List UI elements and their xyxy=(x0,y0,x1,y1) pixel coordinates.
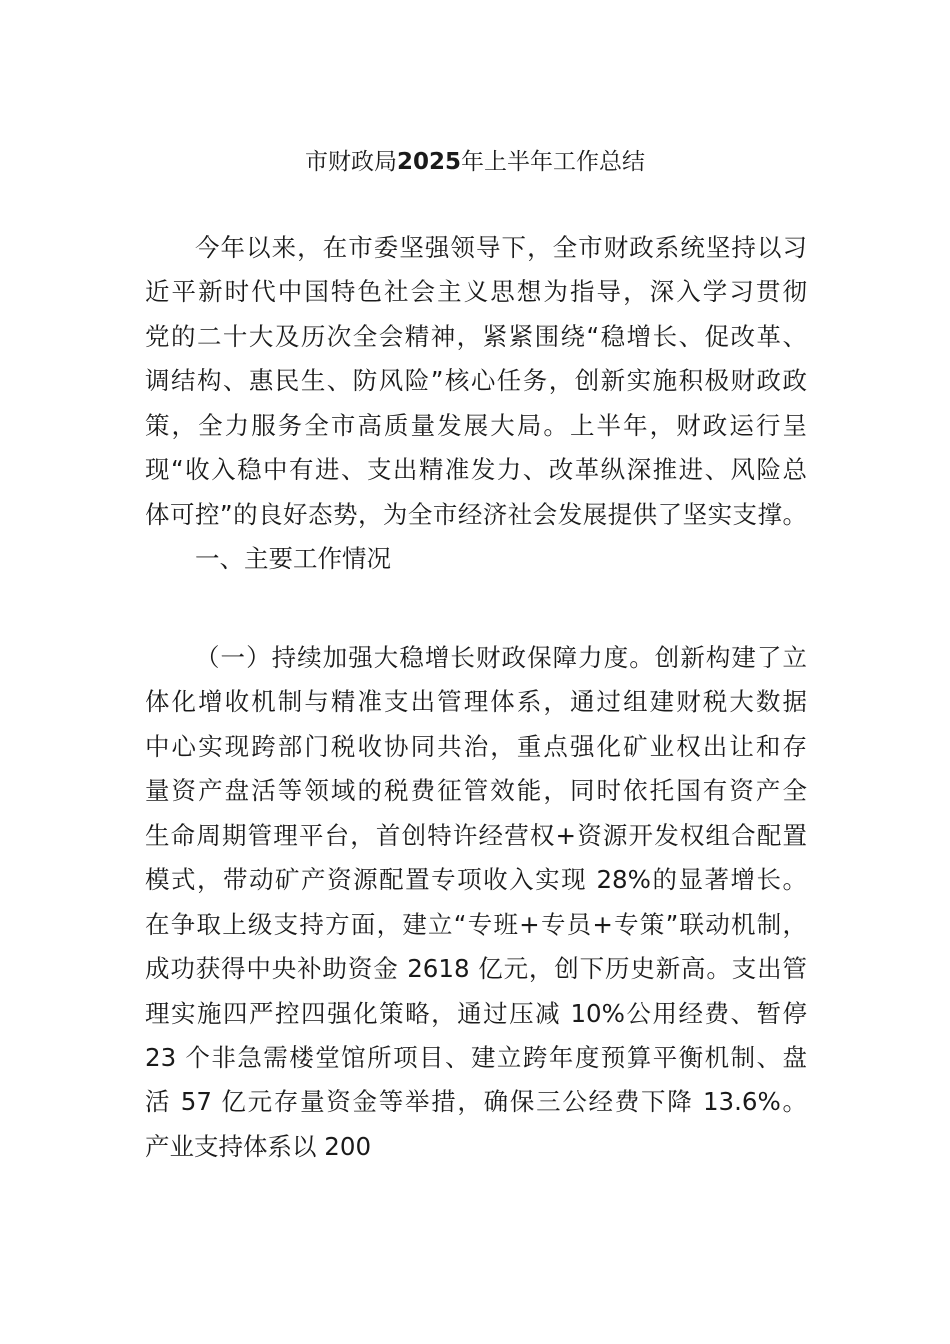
title-suffix: 年上半年工作总结 xyxy=(461,149,645,175)
text-line: 产业支持体系以 200 xyxy=(145,1131,372,1161)
text-line: 体可控”的良好态势，为全市经济社会发展提供了坚实支撑。 xyxy=(145,499,807,529)
text-line: 活 57 亿元存量资金等举措，确保三公经费下降 13.6%。 xyxy=(145,1087,807,1117)
text-line: 近平新时代中国特色社会主义思想为指导，深入学习贯彻 xyxy=(145,277,807,307)
title-prefix: 市财政局 xyxy=(304,149,397,175)
text-line: 体化增收机制与精准支出管理体系，通过组建财税大数据 xyxy=(145,687,807,717)
text-line: 调结构、惠民生、防风险”核心任务，创新实施积极财政政 xyxy=(145,366,807,396)
text-line: 23 个非急需楼堂馆所项目、建立跨年度预算平衡机制、盘 xyxy=(145,1042,807,1072)
text-line: 生命周期管理平台，首创特许经营权+资源开发权组合配置 xyxy=(145,820,807,850)
text-line: 今年以来，在市委坚强领导下，全市财政系统坚持以习 xyxy=(195,233,807,262)
text-line: 中心实现跨部门税收协同共治，重点强化矿业权出让和存 xyxy=(145,731,807,761)
section-heading: 一、主要工作情况 xyxy=(195,544,391,574)
text-line: 模式，带动矿产资源配置专项收入实现 28%的显著增长。 xyxy=(145,865,807,895)
text-line: 党的二十大及历次全会精神，紧紧围绕“稳增长、促改革、 xyxy=(145,321,807,351)
text-line: 理实施四严控四强化策略，通过压减 10%公用经费、暂停 xyxy=(145,998,807,1028)
document-title xyxy=(0,146,950,178)
paragraph-intro xyxy=(145,226,807,582)
text-line: 策，全力服务全市高质量发展大局。上半年，财政运行呈 xyxy=(145,410,807,440)
text-line: 在争取上级支持方面，建立“专班+专员+专策”联动机制， xyxy=(145,909,807,939)
title-year: 2025 xyxy=(396,149,461,175)
text-line: 量资产盘活等领域的税费征管效能，同时依托国有资产全 xyxy=(145,776,807,806)
text-line: 成功获得中央补助资金 2618 亿元，创下历史新高。支出管 xyxy=(145,954,807,984)
text-line: 现“收入稳中有进、支出精准发力、改革纵深推进、风险总 xyxy=(145,455,807,485)
paragraph-section-1 xyxy=(145,636,807,1169)
text-line: （一）持续加强大稳增长财政保障力度。创新构建了立 xyxy=(195,643,807,672)
